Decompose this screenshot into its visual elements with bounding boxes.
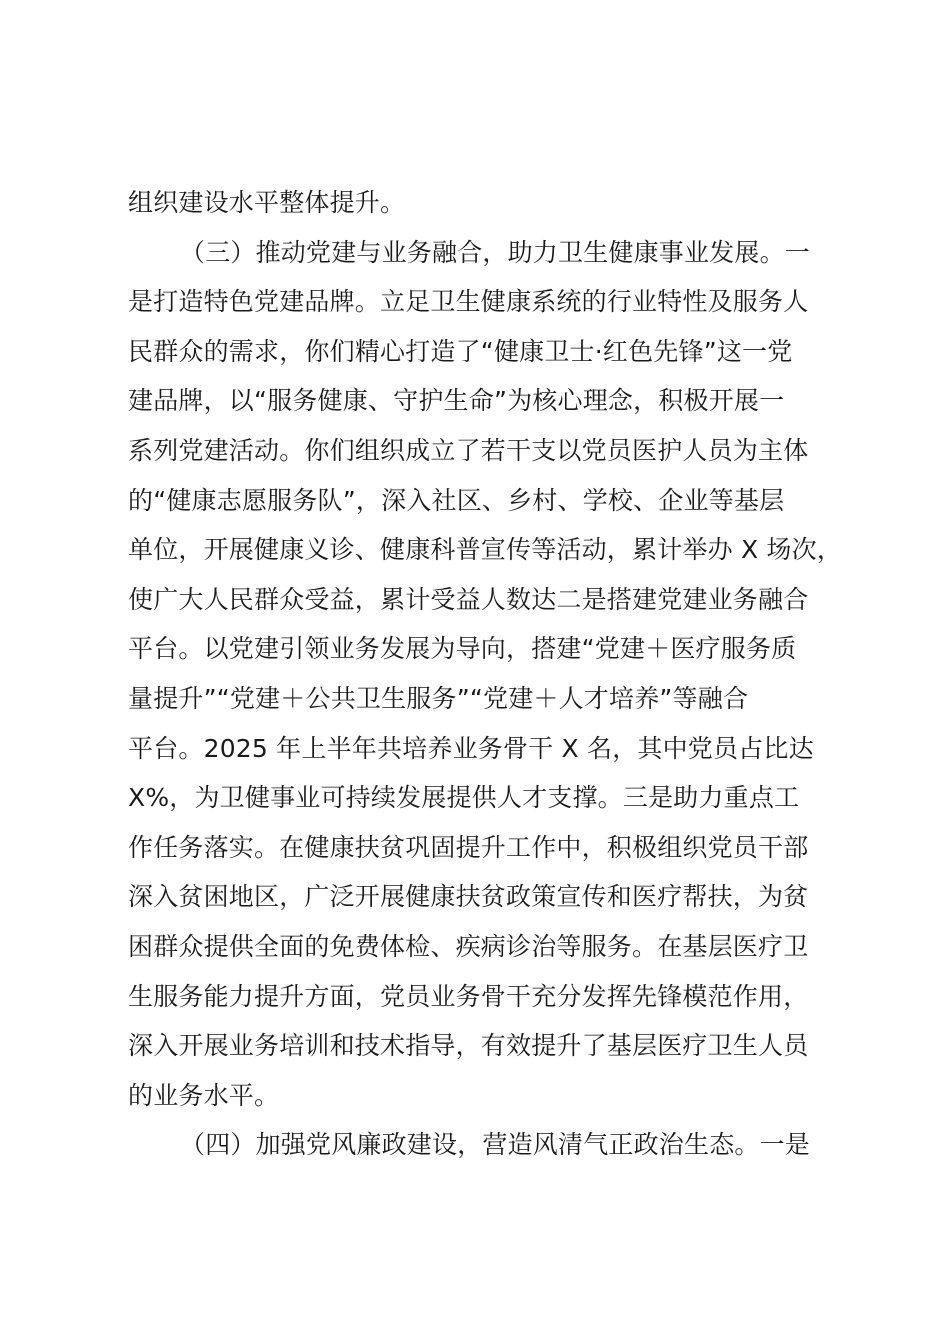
text-line: 的“健康志愿服务队”，深入社区、乡村、学校、企业等基层	[128, 485, 785, 515]
text-line: 的业务水平。	[128, 1080, 280, 1110]
text-line: 平台。2025 年上半年共培养业务骨干 X 名，其中党员占比达	[128, 733, 814, 763]
section-heading-4: （四）加强党风廉政建设，营造风清气正政治生态。一是	[180, 1130, 811, 1160]
text-line: 生服务能力提升方面，党员业务骨干充分发挥先锋模范作用，	[128, 981, 809, 1011]
text-line: 是打造特色党建品牌。立足卫生健康系统的行业特性及服务人	[128, 287, 809, 317]
text-line: 深入贫困地区，广泛开展健康扶贫政策宣传和医疗帮扶，为贫	[128, 882, 809, 912]
text-line: 民群众的需求，你们精心打造了“健康卫士·红色先锋”这一党	[128, 336, 793, 366]
text-line: 系列党建活动。你们组织成立了若干支以党员医护人员为主体	[128, 435, 809, 465]
text-line: 作任务落实。在健康扶贫巩固提升工作中，积极组织党员干部	[128, 832, 809, 862]
text-line: 建品牌，以“服务健康、守护生命”为核心理念，积极开展一	[128, 386, 785, 416]
text-line: 深入开展业务培训和技术指导，有效提升了基层医疗卫生人员	[128, 1031, 809, 1061]
text-line: 组织建设水平整体提升。	[128, 188, 406, 217]
text-line: X%，为卫健事业可持续发展提供人才支撑。三是助力重点工	[128, 783, 800, 813]
text-line: 单位，开展健康义诊、健康科普宣传等活动，累计举办 X 场次，	[128, 535, 843, 565]
text-line: 使广大人民群众受益，累计受益人数达二是搭建党建业务融合	[128, 584, 809, 614]
text-line: 平台。以党建引领业务发展为导向，搭建“党建＋医疗服务质	[128, 634, 797, 664]
text-line: 困群众提供全面的免费体检、疾病诊治等服务。在基层医疗卫	[128, 931, 809, 961]
body-text	[128, 178, 843, 1170]
text-line: 量提升”“党建＋公共卫生服务”“党建＋人才培养”等融合	[128, 683, 749, 713]
section-heading-3: （三）推动党建与业务融合，助力卫生健康事业发展。一	[180, 237, 811, 267]
